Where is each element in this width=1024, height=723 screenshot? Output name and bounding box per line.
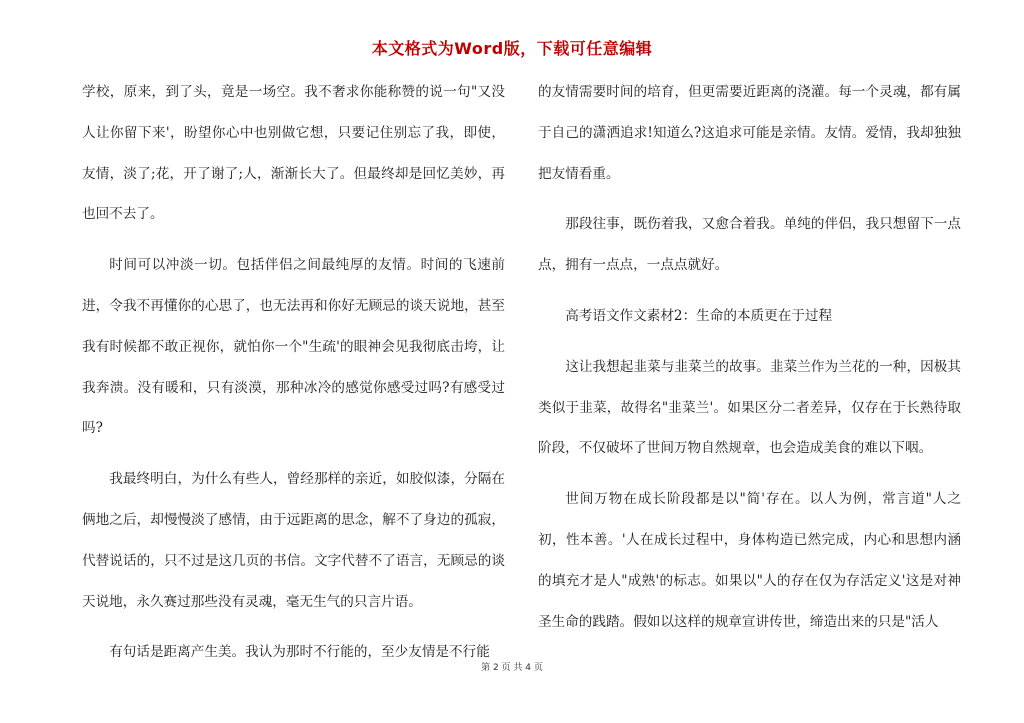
page-number-footer: 第 2 页 共 4 页 (481, 663, 543, 673)
paragraph: 有句话是距离产生美。我认为那时不行能的，至少友情是不行能 (109, 644, 490, 661)
paragraph: 我最终明白，为什么有些人，曾经那样的亲近，如胶似漆，分隔在俩地之后，却慢慢淡了感情，由于远距离的思念，解不了身边的孤寂，代替说话的，只不过是这几页的书信。文字代替不了语言，无顾忌的谈天说地，永久赛过那些没有灵魂，毫无生气的只言片语。 (82, 471, 505, 610)
paragraph: 那段往事，既伤着我，又愈合着我。单纯的伴侣，我只想留下一点点，拥有一点点，一点点就好。 (538, 216, 961, 274)
paragraph: 时间可以冲淡一切。包括伴侣之间最纯厚的友情。时间的飞速前进，令我不再懂你的心思了，也无法再和你好无顾忌的谈天说地，甚至我有时候都不敢正视你，就怕你一个"生疏'的眼神会见我彻底击垮，让我奔溃。没有暖和，只有淡漠，那种冰冷的感觉你感受过吗?有感受过吗? (82, 257, 505, 437)
right-text-column (538, 72, 961, 652)
document-header-title: 本文格式为Word版，下载可任意编辑 (371, 39, 653, 58)
section-heading: 高考语文作文素材2：生命的本质更在于过程 (565, 307, 833, 324)
paragraph: 学校，原来，到了头，竟是一场空。我不奢求你能称赞的说一句"又没人让你留下来'，盼望你心中也别做它想，只要记住别忘了我，即使，友情，淡了;花，开了谢了;人，渐渐长大了。但最终却是回忆美妙，再也回不去了。 (82, 84, 505, 223)
paragraph: 世间万物在成长阶段都是以"简'存在。以人为例，常言道"人之初，性本善。'人在成长过程中，身体构造已然完成，内心和思想内涵的填充才是人"成熟'的标志。如果以"人的存在仅为存活定义'这是对神圣生命的践踏。假如以这样的规章宣讲传世，缔造出来的只是"活人 (538, 491, 961, 630)
left-text-column (82, 72, 505, 683)
paragraph: 的友情需要时间的培育，但更需要近距离的浇灌。每一个灵魂，都有属于自己的潇洒追求!知道么?这追求可能是亲情。友情。爱情，我却独独把友情看重。 (538, 84, 961, 182)
paragraph: 这让我想起韭菜与韭菜兰的故事。韭菜兰作为兰花的一种，因极其类似于韭菜，故得名"韭菜兰'。如果区分二者差异，仅存在于长熟待取阶段，不仅破坏了世间万物自然规章，也会造成美食的难以下咽。 (538, 358, 961, 457)
